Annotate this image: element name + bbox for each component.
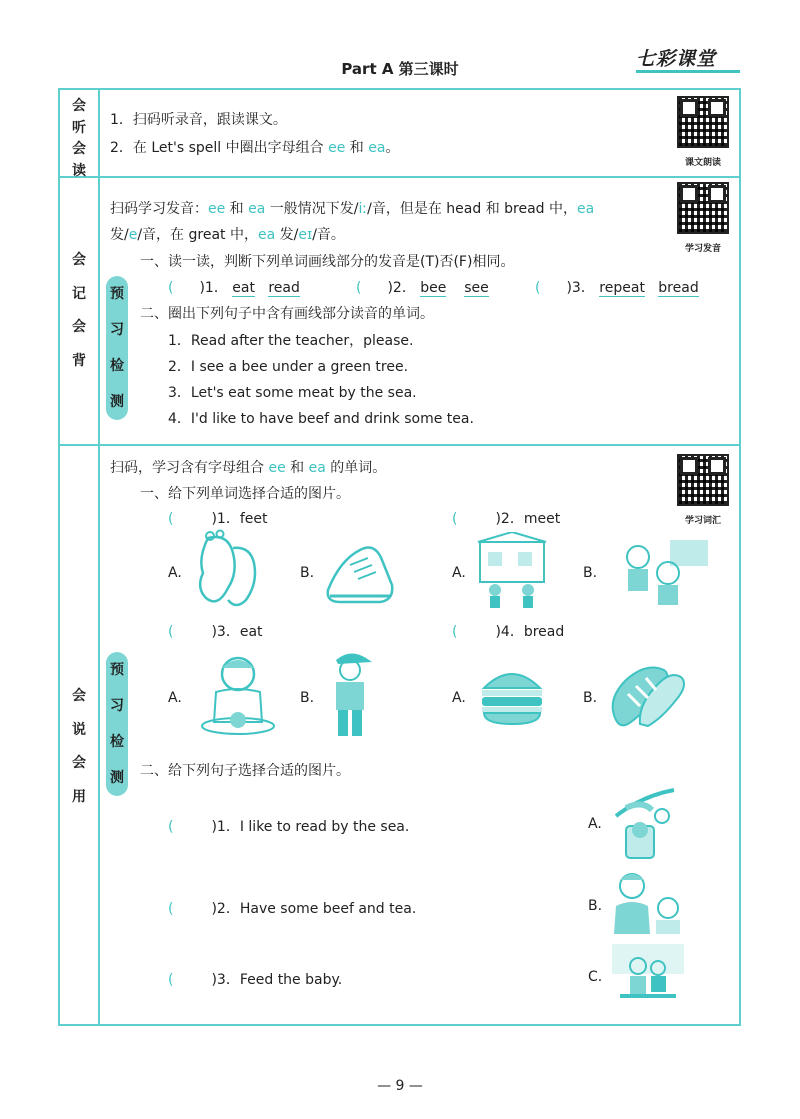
task-line: 1．扫码听录音，跟读课文。 — [110, 112, 287, 128]
label-column-divider — [98, 88, 100, 1026]
word-item[interactable]: ( )4．bread — [452, 624, 565, 640]
restaurant-scene-picture[interactable] — [470, 532, 554, 608]
option-label: B. — [300, 690, 315, 706]
sentence-item: 3．Let's eat some meat by the sea. — [168, 385, 417, 401]
qr-code-icon[interactable] — [677, 454, 729, 506]
sentence-item: 4．I'd like to have beef and drink some tea. — [168, 411, 474, 427]
preview-check-badge: 预 习 检 测 — [106, 652, 128, 796]
pronunciation-intro: 发/e/音，在 great 中，ea 发/eɪ/音。 — [110, 227, 345, 243]
word-item[interactable]: ( )1．feet — [168, 511, 268, 527]
exercise-title: 一、给下列单词选择合适的图片。 — [140, 486, 350, 502]
section-divider — [58, 444, 741, 446]
reading-by-sea-picture[interactable] — [612, 786, 678, 862]
tf-item[interactable]: ( )3． repeat bread — [535, 280, 699, 296]
option-label: A. — [452, 565, 466, 581]
children-meeting-picture[interactable] — [610, 535, 710, 609]
feed-baby-picture[interactable] — [612, 944, 684, 1004]
section-label-remember: 会 记 会 背 — [72, 252, 86, 369]
sentence-match-item[interactable]: ( )2．Have some beef and tea. — [168, 901, 417, 917]
word-item[interactable]: ( )2．meet — [452, 511, 561, 527]
option-label: A. — [452, 690, 466, 706]
shoe-picture[interactable] — [320, 530, 400, 610]
exercise-title: 一、读一读，判断下列单词画线部分的发音是(T)否(F)相同。 — [140, 254, 515, 270]
tf-item[interactable]: ( )2． bee see — [356, 280, 489, 296]
preview-check-badge: 预 习 检 测 — [106, 276, 128, 420]
beef-and-tea-picture[interactable] — [612, 870, 684, 938]
option-label: A. — [168, 565, 182, 581]
option-label: B. — [583, 690, 598, 706]
boy-with-cap-picture[interactable] — [322, 648, 376, 742]
qr-code-icon[interactable] — [677, 96, 729, 148]
option-label: A. — [588, 816, 602, 832]
page-title: Part A 第三课时 — [341, 60, 459, 78]
brand-logo: 七彩课堂 — [636, 48, 717, 70]
qr-label: 学习发音 — [684, 244, 721, 254]
option-label: C. — [588, 969, 603, 985]
word-item[interactable]: ( )3．eat — [168, 624, 263, 640]
tf-item[interactable]: ( )1． eat read — [168, 280, 300, 296]
bread-picture[interactable] — [606, 660, 686, 730]
option-label: B. — [300, 565, 315, 581]
qr-code-icon[interactable] — [677, 182, 729, 234]
exercise-title: 二、圈出下列句子中含有画线部分读音的单词。 — [140, 306, 434, 322]
section-label-speak-use: 会 说 会 用 — [72, 688, 86, 805]
page-number: — 9 — — [377, 1078, 423, 1094]
pronunciation-intro: 扫码学习发音：ee 和 ea 一般情况下发/iː/音，但是在 head 和 bread 中，ea — [110, 201, 595, 217]
option-label: A. — [168, 690, 182, 706]
sentence-item: 2．I see a bee under a green tree. — [168, 359, 409, 375]
sentence-match-item[interactable]: ( )3．Feed the baby. — [168, 972, 343, 988]
qr-label: 学习词汇 — [684, 516, 721, 526]
option-label: B. — [588, 898, 603, 914]
feet-picture[interactable] — [188, 528, 264, 612]
section-label-listen-read: 会 听 会 读 — [72, 98, 86, 180]
vocab-intro: 扫码，学习含有字母组合 ee 和 ea 的单词。 — [110, 460, 387, 476]
task-line: 2．在 Let's spell 中圈出字母组合 ee 和 ea。 — [110, 140, 400, 156]
hamburger-picture[interactable] — [478, 660, 546, 728]
brand-underline — [636, 70, 740, 73]
qr-label: 课文朗读 — [684, 158, 721, 168]
option-label: B. — [583, 565, 598, 581]
sentence-item: 1．Read after the teacher，please. — [168, 333, 414, 349]
exercise-title: 二、给下列句子选择合适的图片。 — [140, 763, 350, 779]
section-divider — [58, 176, 741, 178]
boy-eating-picture[interactable] — [196, 652, 280, 736]
sentence-match-item[interactable]: ( )1．I like to read by the sea. — [168, 819, 410, 835]
